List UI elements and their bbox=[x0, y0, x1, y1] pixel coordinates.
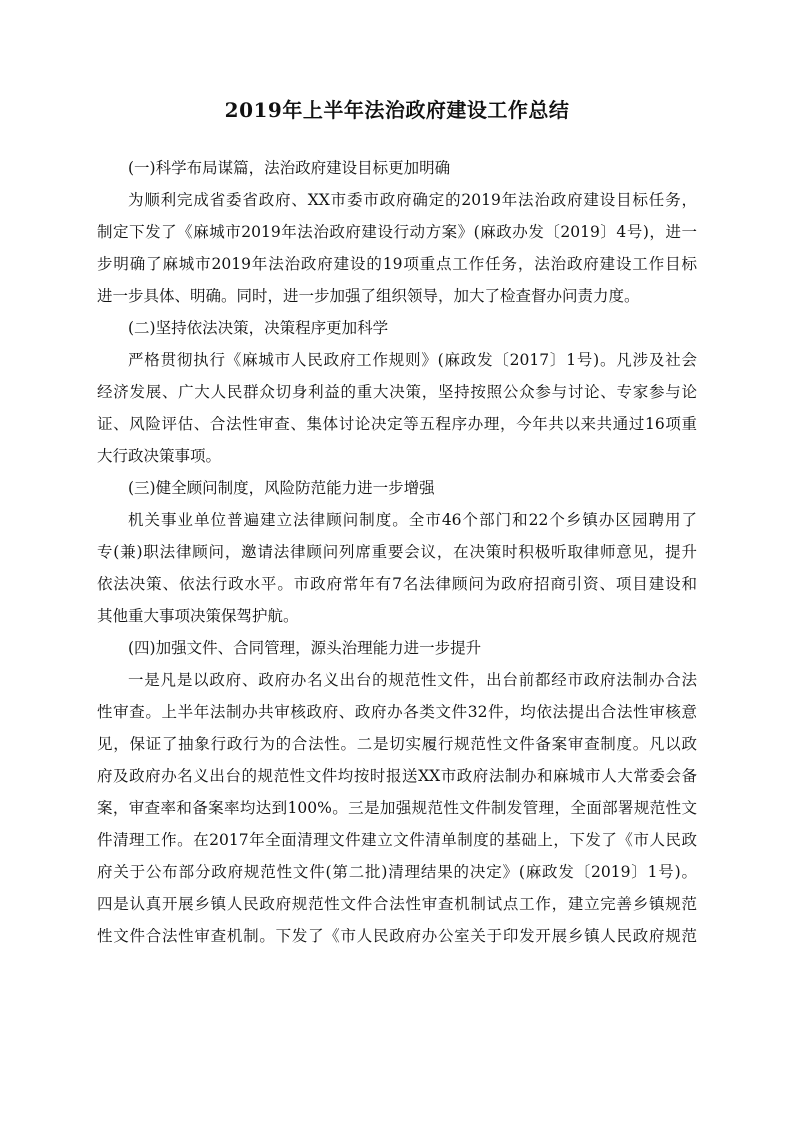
paragraph-line: 件清理工作。在2017年全面清理文件建立文件清单制度的基础上，下发了《市人民政 bbox=[97, 831, 697, 849]
paragraph-line: 证、风险评估、合法性审查、集体讨论决定等五程序办理，今年共以来共通过16项重 bbox=[97, 415, 697, 433]
section-heading: (二)坚持依法决策，决策程序更加科学 bbox=[128, 319, 389, 337]
paragraph-line: 依法决策、依法行政水平。市政府常年有7名法律顾问为政府招商引资、项目建设和 bbox=[97, 575, 697, 593]
paragraph-line: 府关于公布部分政府规范性文件(第二批)清理结果的决定》(麻政发〔2019〕1号)。 bbox=[97, 863, 697, 881]
paragraph-line: 大行政决策事项。 bbox=[97, 447, 222, 465]
paragraph-line: 机关事业单位普遍建立法律顾问制度。全市46个部门和22个乡镇办区园聘用了 bbox=[128, 511, 697, 529]
paragraph-line: 案，审查率和备案率均达到100%。三是加强规范性文件制发管理，全面部署规范性文 bbox=[97, 799, 697, 817]
section-heading: (三)健全顾问制度，风险防范能力进一步增强 bbox=[128, 479, 435, 497]
paragraph-line: 见，保证了抽象行政行为的合法性。二是切实履行规范性文件备案审查制度。凡以政 bbox=[97, 735, 697, 753]
page-title: 2019年上半年法治政府建设工作总结 bbox=[224, 98, 570, 122]
paragraph-line: 严格贯彻执行《麻城市人民政府工作规则》(麻政发〔2017〕1号)。凡涉及社会 bbox=[128, 351, 697, 369]
paragraph-line: 经济发展、广大人民群众切身利益的重大决策，坚持按照公众参与讨论、专家参与论 bbox=[97, 383, 697, 401]
paragraph-line: 步明确了麻城市2019年法治政府建设的19项重点工作任务，法治政府建设工作目标 bbox=[97, 255, 697, 273]
paragraph-line: 其他重大事项决策保驾护航。 bbox=[97, 607, 299, 625]
paragraph-line: 一是凡是以政府、政府办名义出台的规范性文件，出台前都经市政府法制办合法 bbox=[128, 671, 697, 689]
paragraph-line: 进一步具体、明确。同时，进一步加强了组织领导，加大了检查督办问责力度。 bbox=[97, 287, 640, 305]
paragraph-line: 专(兼)职法律顾问，邀请法律顾问列席重要会议，在决策时积极听取律师意见，提升 bbox=[97, 543, 697, 561]
document-body bbox=[97, 152, 697, 952]
section-heading: (一)科学布局谋篇，法治政府建设目标更加明确 bbox=[128, 159, 451, 177]
paragraph-line: 府及政府办名义出台的规范性文件均按时报送XX市政府法制办和麻城市人大常委会备 bbox=[97, 767, 697, 785]
paragraph-line: 为顺利完成省委省政府、XX市委市政府确定的2019年法治政府建设目标任务， bbox=[128, 191, 697, 209]
paragraph-line: 四是认真开展乡镇人民政府规范性文件合法性审查机制试点工作，建立完善乡镇规范 bbox=[97, 895, 697, 913]
section-heading: (四)加强文件、合同管理，源头治理能力进一步提升 bbox=[128, 639, 482, 657]
paragraph-line: 制定下发了《麻城市2019年法治政府建设行动方案》(麻政办发〔2019〕4号)，进一 bbox=[97, 223, 697, 241]
paragraph-line: 性审查。上半年法制办共审核政府、政府办各类文件32件，均依法提出合法性审核意 bbox=[97, 703, 697, 721]
paragraph-line: 性文件合法性审查机制。下发了《市人民政府办公室关于印发开展乡镇人民政府规范 bbox=[97, 927, 697, 945]
